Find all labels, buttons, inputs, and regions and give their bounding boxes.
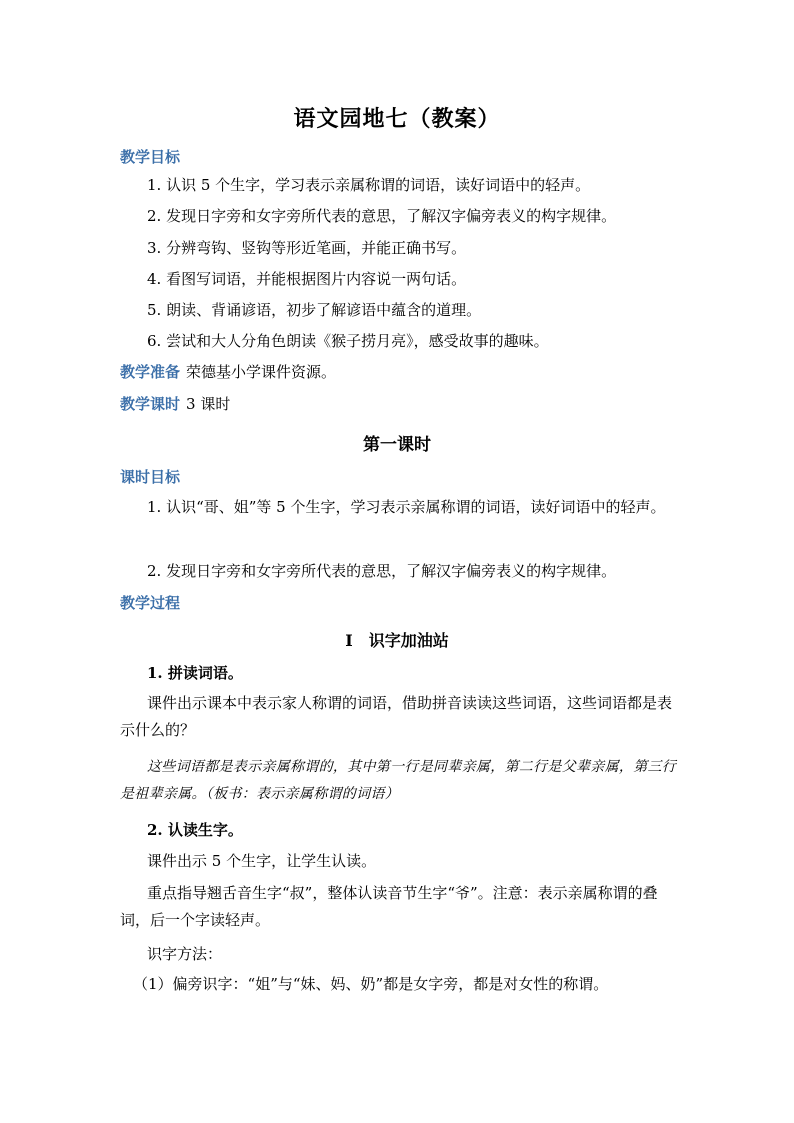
teaching-process-heading: 教学过程 xyxy=(120,594,181,612)
goal-item-3: 3. 分辨弯钩、竖钩等形近笔画，并能正确书写。 xyxy=(147,239,467,257)
teaching-goals-heading: 教学目标 xyxy=(120,148,181,166)
step-1-title: 1. 拼读词语。 xyxy=(147,664,243,682)
step-2-paragraph-2: 重点指导翘舌音生字“叔”，整体认读音节生字“爷”。注意：表示亲属称谓的叠词，后一个字读轻声。 xyxy=(120,884,658,929)
goal-item-4: 4. 看图写词语，并能根据图片内容说一两句话。 xyxy=(147,270,467,288)
step-1-paragraph: 课件出示课本中表示家人称谓的词语，借助拼音读读这些词语，这些词语都是表示什么的？ xyxy=(120,694,673,739)
goal-item-1: 1. 认识 5 个生字，学习表示亲属称谓的词语，读好词语中的轻声。 xyxy=(147,176,591,194)
lesson-goals-heading: 课时目标 xyxy=(120,468,181,486)
lesson-goal-2: 2. 发现日字旁和女字旁所代表的意思，了解汉字偏旁表义的构字规律。 xyxy=(147,562,617,580)
teaching-prep-row xyxy=(120,362,336,382)
step-2-title: 2. 认读生字。 xyxy=(147,821,243,839)
goal-item-2: 2. 发现日字旁和女字旁所代表的意思，了解汉字偏旁表义的构字规律。 xyxy=(147,207,617,225)
document-title: 语文园地七（教案） xyxy=(293,106,501,132)
teaching-prep-text: 荣德基小学课件资源。 xyxy=(186,363,337,381)
teaching-hours-row xyxy=(120,394,230,414)
step-1-answer: 这些词语都是表示亲属称谓的，其中第一行是同辈亲属，第二行是父辈亲属，第三行是祖辈亲属。（板书：表示亲属称谓的词语） xyxy=(120,759,677,802)
goal-item-5: 5. 朗读、背诵谚语，初步了解谚语中蕴含的道理。 xyxy=(147,301,482,319)
step-2-paragraph-1: 课件出示 5 个生字，让学生认读。 xyxy=(147,852,377,870)
lesson-goal-1: 1. 认识“哥、姐”等 5 个生字，学习表示亲属称谓的词语，读好词语中的轻声。 xyxy=(147,498,666,516)
teaching-prep-label: 教学准备 xyxy=(120,363,181,381)
lesson-title: 第一课时 xyxy=(363,435,431,455)
teaching-hours-text: 3 课时 xyxy=(186,395,231,413)
teaching-hours-label: 教学课时 xyxy=(120,395,181,413)
goal-item-6: 6. 尝试和大人分角色朗读《猴子捞月亮》，感受故事的趣味。 xyxy=(147,332,549,350)
method-item-1: （1）偏旁识字：“姐”与“妹、妈、奶”都是女字旁，都是对女性的称谓。 xyxy=(133,975,609,993)
section-title: Ⅰ 识字加油站 xyxy=(345,631,449,650)
method-label: 识字方法： xyxy=(147,945,223,963)
